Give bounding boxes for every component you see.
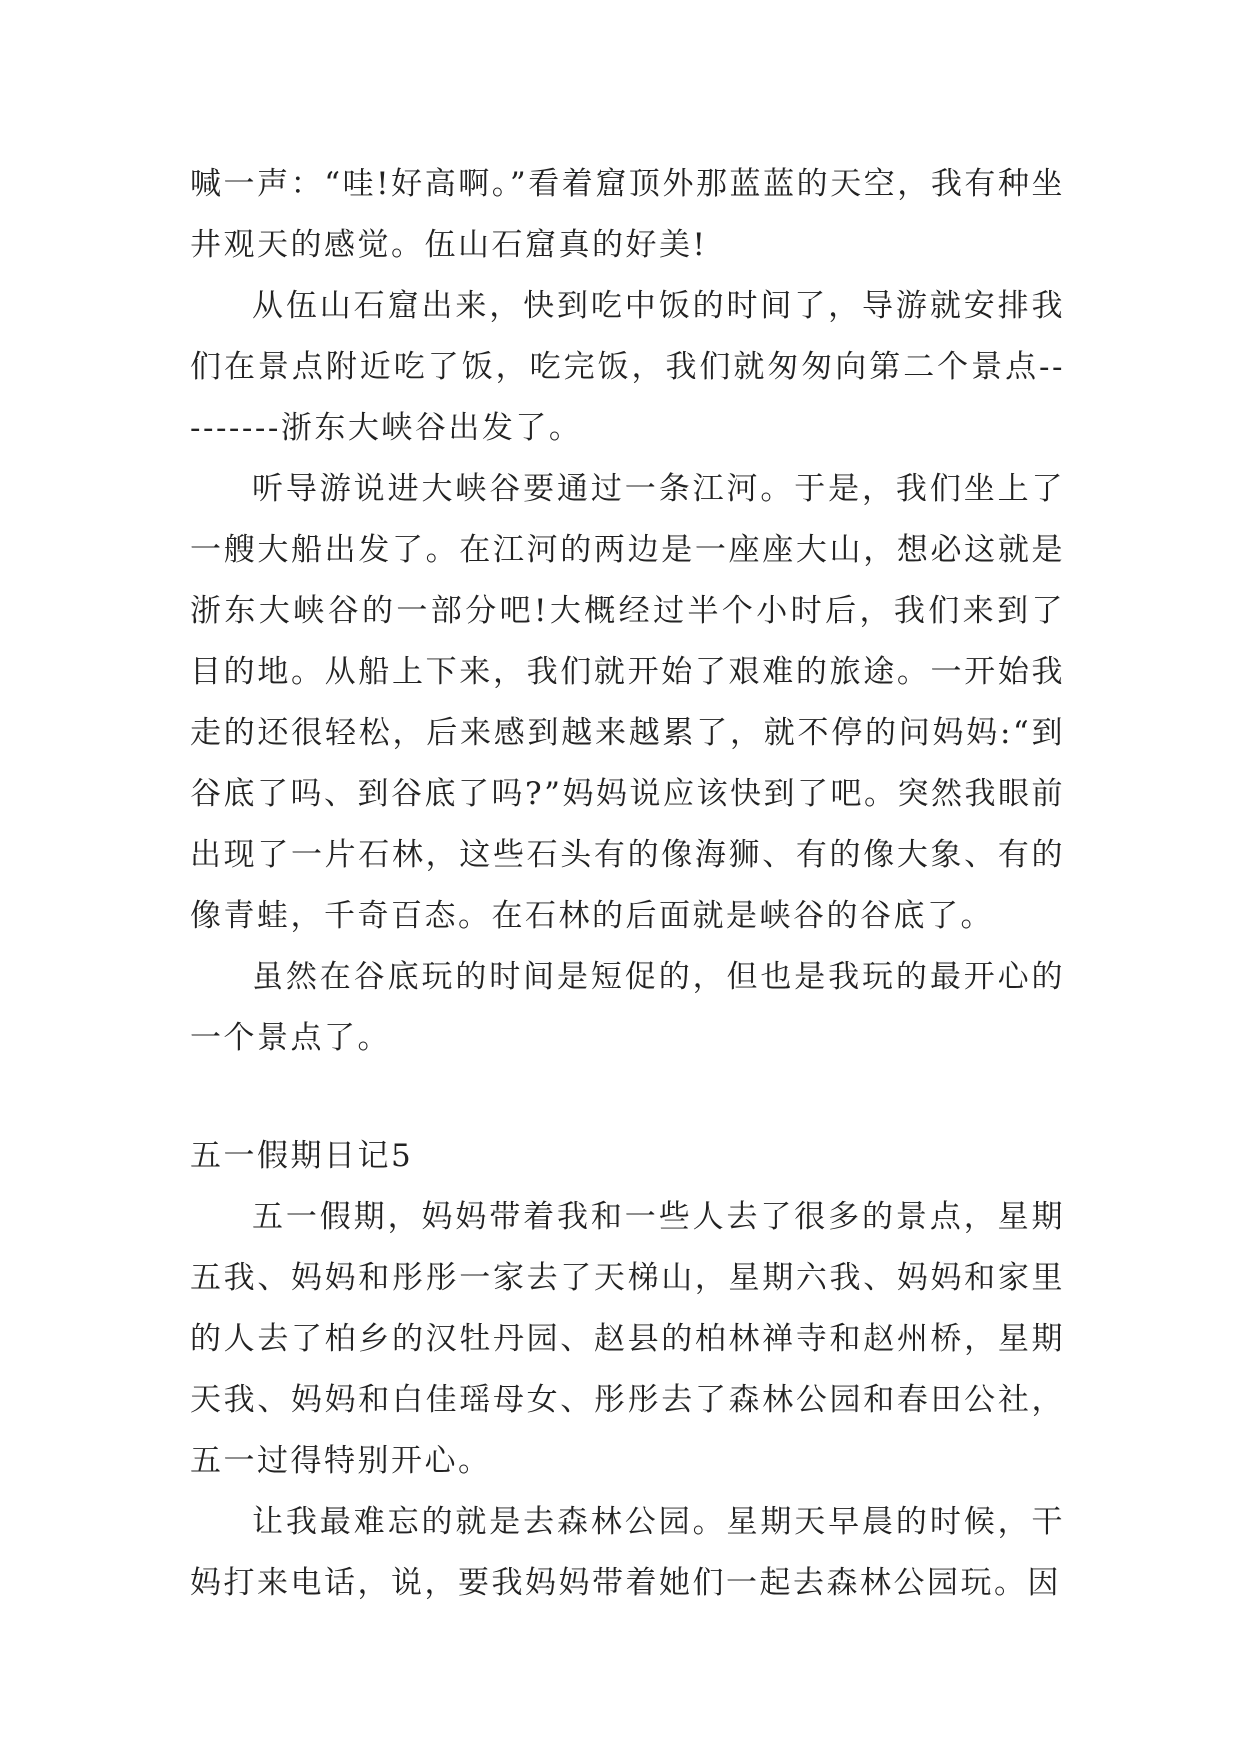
paragraph: 从伍山石窟出来，快到吃中饭的时间了，导游就安排我们在景点附近吃了饭，吃完饭，我们就匆匆向第二个景点---------浙东大峡谷出发了。 — [190, 288, 1065, 446]
paragraph-continuation: 喊一声：“哇!好高啊。”看着窟顶外那蓝蓝的天空，我有种坐井观天的感觉。伍山石窟真的好美! — [190, 166, 1065, 263]
document-body — [190, 154, 1065, 1614]
section-title: 五一假期日记5 — [190, 1138, 414, 1174]
paragraph: 让我最难忘的就是去森林公园。星期天早晨的时候，干妈打来电话，说，要我妈妈带着她们一起去森林公园玩。因 — [190, 1504, 1065, 1601]
paragraph: 虽然在谷底玩的时间是短促的，但也是我玩的最开心的一个景点了。 — [190, 959, 1065, 1056]
paragraph: 听导游说进大峡谷要通过一条江河。于是，我们坐上了一艘大船出发了。在江河的两边是一座座大山，想必这就是浙东大峡谷的一部分吧!大概经过半个小时后，我们来到了目的地。从船上下来，我们就开始了艰难的旅途。一开始我走的还很轻松，后来感到越来越累了，就不停的问妈妈:“到谷底了吗、到谷底了吗?”妈妈说应该快到了吧。突然我眼前出现了一片石林，这些石头有的像海狮、有的像大象、有的像青蛙，千奇百态。在石林的后面就是峡谷的谷底了。 — [190, 471, 1065, 934]
paragraph: 五一假期，妈妈带着我和一些人去了很多的景点，星期五我、妈妈和彤彤一家去了天梯山，星期六我、妈妈和家里的人去了柏乡的汉牡丹园、赵县的柏林禅寺和赵州桥，星期天我、妈妈和白佳瑶母女、彤彤去了森林公园和春田公社，五一过得特别开心。 — [190, 1199, 1065, 1479]
